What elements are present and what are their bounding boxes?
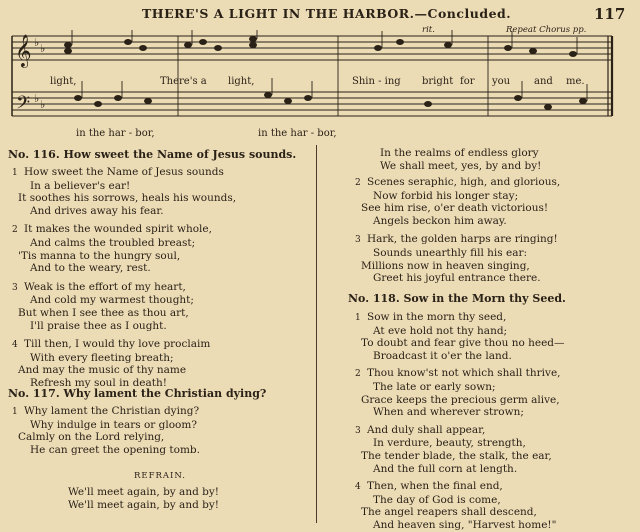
song-title: THERE'S A LIGHT IN THE HARBOR.—Concluded. bbox=[142, 6, 512, 21]
lyric-top: me. bbox=[566, 76, 585, 87]
hymn-116-text: 1 How sweet the Name of Jesus sounds In a believer's ear! It soothes his sorrows, heals his wounds, And drives away his fear. 2 It makes the wounded spirit whole, And calms the troubled breast; 'Tis manna to the hungry soul, And to the weary, rest. 3 Weak is the effort of my heart, And cold my warmest thought; But when I see thee as thou art, I'll praise thee as I ought. 4 Till then, I would thy love proclaim With every fleeting breath; And may the music of thy name Refresh my soul in death! bbox=[12, 166, 237, 389]
svg-text:♭: ♭ bbox=[40, 98, 46, 111]
column-divider bbox=[316, 145, 317, 523]
svg-text:𝄢: 𝄢 bbox=[16, 93, 31, 118]
lyric-top: There's a bbox=[160, 76, 207, 87]
lyric-top: Shin - ing bbox=[352, 76, 401, 87]
svg-text:♭: ♭ bbox=[34, 92, 40, 105]
lyric-top: you bbox=[492, 76, 511, 87]
hymn-116-heading: No. 116. How sweet the Name of Jesus sounds. bbox=[8, 148, 297, 161]
hymn-117-heading: No. 117. Why lament the Christian dying? bbox=[8, 387, 267, 400]
refrain-text: We'll meet again, by and by! We'll meet again, by and by! bbox=[68, 486, 220, 511]
hymn-118-text: 1 Sow in the morn thy seed, At eve hold not thy hand; To doubt and fear give thou no heed— Broadcast it o'er the land. 2 Thou know'st not which shall thrive, The late or early sown; Grace keeps the precious germ alive, When and wherever strown; 3 And duly shall appear, In verdure, beauty, strength, The tender blade, the stalk, the ear, And the full corn at length. 4 Then, when the final end, The day of God is come, The angel reapers shall descend, And heaven sing, "Harvest home!" bbox=[355, 311, 565, 531]
refrain-label: REFRAIN. bbox=[134, 471, 186, 481]
lyric-bottom: in the har - bor, bbox=[76, 128, 155, 139]
svg-text:𝄞: 𝄞 bbox=[15, 34, 32, 67]
svg-text:♭: ♭ bbox=[34, 36, 40, 49]
hymn-118-heading: No. 118. Sow in the Morn thy Seed. bbox=[348, 292, 566, 305]
lyric-bottom: in the har - bor, bbox=[258, 128, 337, 139]
svg-text:♭: ♭ bbox=[40, 42, 46, 55]
rit-marking: rit. bbox=[422, 25, 435, 35]
lyric-top: light, bbox=[228, 76, 255, 87]
hymn-117-verses: 2 Scenes seraphic, high, and glorious, Now forbid his longer stay; See him rise, o'er death victorious! Angels beckon him away. 3 Hark, the golden harps are ringing! Sounds unearthly fill his ear: Millions now in heaven singing, Greet his joyful entrance there. bbox=[355, 176, 561, 285]
lyric-top: for bbox=[460, 76, 475, 87]
lyric-top: and bbox=[534, 76, 553, 87]
page-header bbox=[0, 6, 640, 22]
hymn-117-continued: In the realms of endless glory We shall meet, yes, by and by! bbox=[380, 147, 542, 172]
lyric-top: light, bbox=[50, 76, 77, 87]
page-number: 117 bbox=[594, 5, 626, 23]
lyric-top: bright bbox=[422, 76, 454, 87]
hymn-117-text: 1 Why lament the Christian dying? Why indulge in tears or gloom? Calmly on the Lord relying, He can greet the opening tomb. bbox=[12, 405, 200, 456]
repeat-marking: Repeat Chorus pp. bbox=[506, 25, 587, 35]
